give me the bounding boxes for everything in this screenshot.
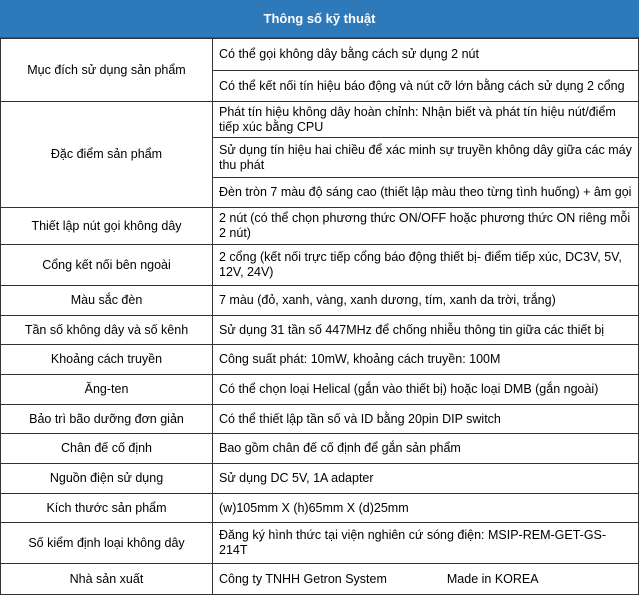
row-label: Màu sắc đèn bbox=[1, 286, 213, 316]
row-value: Có thể chọn loại Helical (gắn vào thiết bị) hoặc loại DMB (gắn ngoài) bbox=[213, 375, 639, 405]
row-label: Kích thước sản phẩm bbox=[1, 494, 213, 523]
table-row-maker bbox=[1, 564, 639, 595]
row-value: (w)105mm X (h)65mm X (d)25mm bbox=[213, 494, 639, 523]
row-label: Ăng-ten bbox=[1, 375, 213, 405]
row-label: Tần số không dây và số kênh bbox=[1, 316, 213, 345]
table-row bbox=[1, 434, 639, 464]
row-label: Số kiểm định loại không dây bbox=[1, 523, 213, 564]
table-row bbox=[1, 39, 639, 71]
table-row bbox=[1, 208, 639, 245]
table-row bbox=[1, 464, 639, 494]
row-value: Công suất phát: 10mW, khoảng cách truyền: 100M bbox=[213, 345, 639, 375]
row-label: Nguồn điện sử dụng bbox=[1, 464, 213, 494]
table-row bbox=[1, 405, 639, 434]
table-row bbox=[1, 375, 639, 405]
table-row bbox=[1, 286, 639, 316]
row-value: Có thể gọi không dây bằng cách sử dụng 2 nút bbox=[213, 39, 639, 71]
row-label: Mục đích sử dụng sản phẩm bbox=[1, 39, 213, 102]
table-row bbox=[1, 316, 639, 345]
row-value: Có thể kết nối tín hiệu báo động và nút cỡ lớn bằng cách sử dụng 2 cổng bbox=[213, 71, 639, 102]
row-label: Cổng kết nối bên ngoài bbox=[1, 245, 213, 286]
maker-label: Nhà sản xuất bbox=[1, 564, 213, 595]
maker-value bbox=[213, 564, 639, 595]
row-value: 2 nút (có thể chọn phương thức ON/OFF hoặc phương thức ON riêng mỗi 2 nút) bbox=[213, 208, 639, 245]
maker-origin: Made in KOREA bbox=[446, 571, 539, 586]
table-row bbox=[1, 245, 639, 286]
spec-table bbox=[0, 38, 639, 595]
table-row bbox=[1, 102, 639, 138]
table-row bbox=[1, 523, 639, 564]
table-row bbox=[1, 345, 639, 375]
maker-company: Công ty TNHH Getron System bbox=[219, 571, 387, 586]
row-value: Sử dụng DC 5V, 1A adapter bbox=[213, 464, 639, 494]
table-title: Thông số kỹ thuật bbox=[0, 0, 639, 38]
row-value: 7 màu (đỏ, xanh, vàng, xanh dương, tím, xanh da trời, trắng) bbox=[213, 286, 639, 316]
row-label: Khoảng cách truyền bbox=[1, 345, 213, 375]
row-value: Đèn tròn 7 màu độ sáng cao (thiết lập màu theo từng tình huống) + âm gọi bbox=[213, 178, 639, 208]
row-value: Có thể thiết lập tần số và ID bằng 20pin DIP switch bbox=[213, 405, 639, 434]
row-label: Đặc điểm sản phẩm bbox=[1, 102, 213, 208]
row-value: Sử dụng tín hiệu hai chiều để xác minh sự truyền không dây giữa các máy thu phát bbox=[213, 138, 639, 178]
row-value: 2 cổng (kết nối trực tiếp cổng báo động thiết bị- điểm tiếp xúc, DC3V, 5V, 12V, 24V) bbox=[213, 245, 639, 286]
row-value: Sử dụng 31 tần số 447MHz để chống nhiễu thông tin giữa các thiết bị bbox=[213, 316, 639, 345]
row-value: Bao gồm chân đế cố định để gắn sản phẩm bbox=[213, 434, 639, 464]
row-label: Chân đế cố định bbox=[1, 434, 213, 464]
table-row bbox=[1, 494, 639, 523]
row-label: Bảo trì bão dưỡng đơn giản bbox=[1, 405, 213, 434]
row-value: Phát tín hiệu không dây hoàn chỉnh: Nhận biết và phát tín hiệu nút/điểm tiếp xúc bằng CPU bbox=[213, 102, 639, 138]
row-label: Thiết lập nút gọi không dây bbox=[1, 208, 213, 245]
row-value: Đăng ký hình thức tại viện nghiên cứ sóng điện: MSIP-REM-GET-GS-214T bbox=[213, 523, 639, 564]
